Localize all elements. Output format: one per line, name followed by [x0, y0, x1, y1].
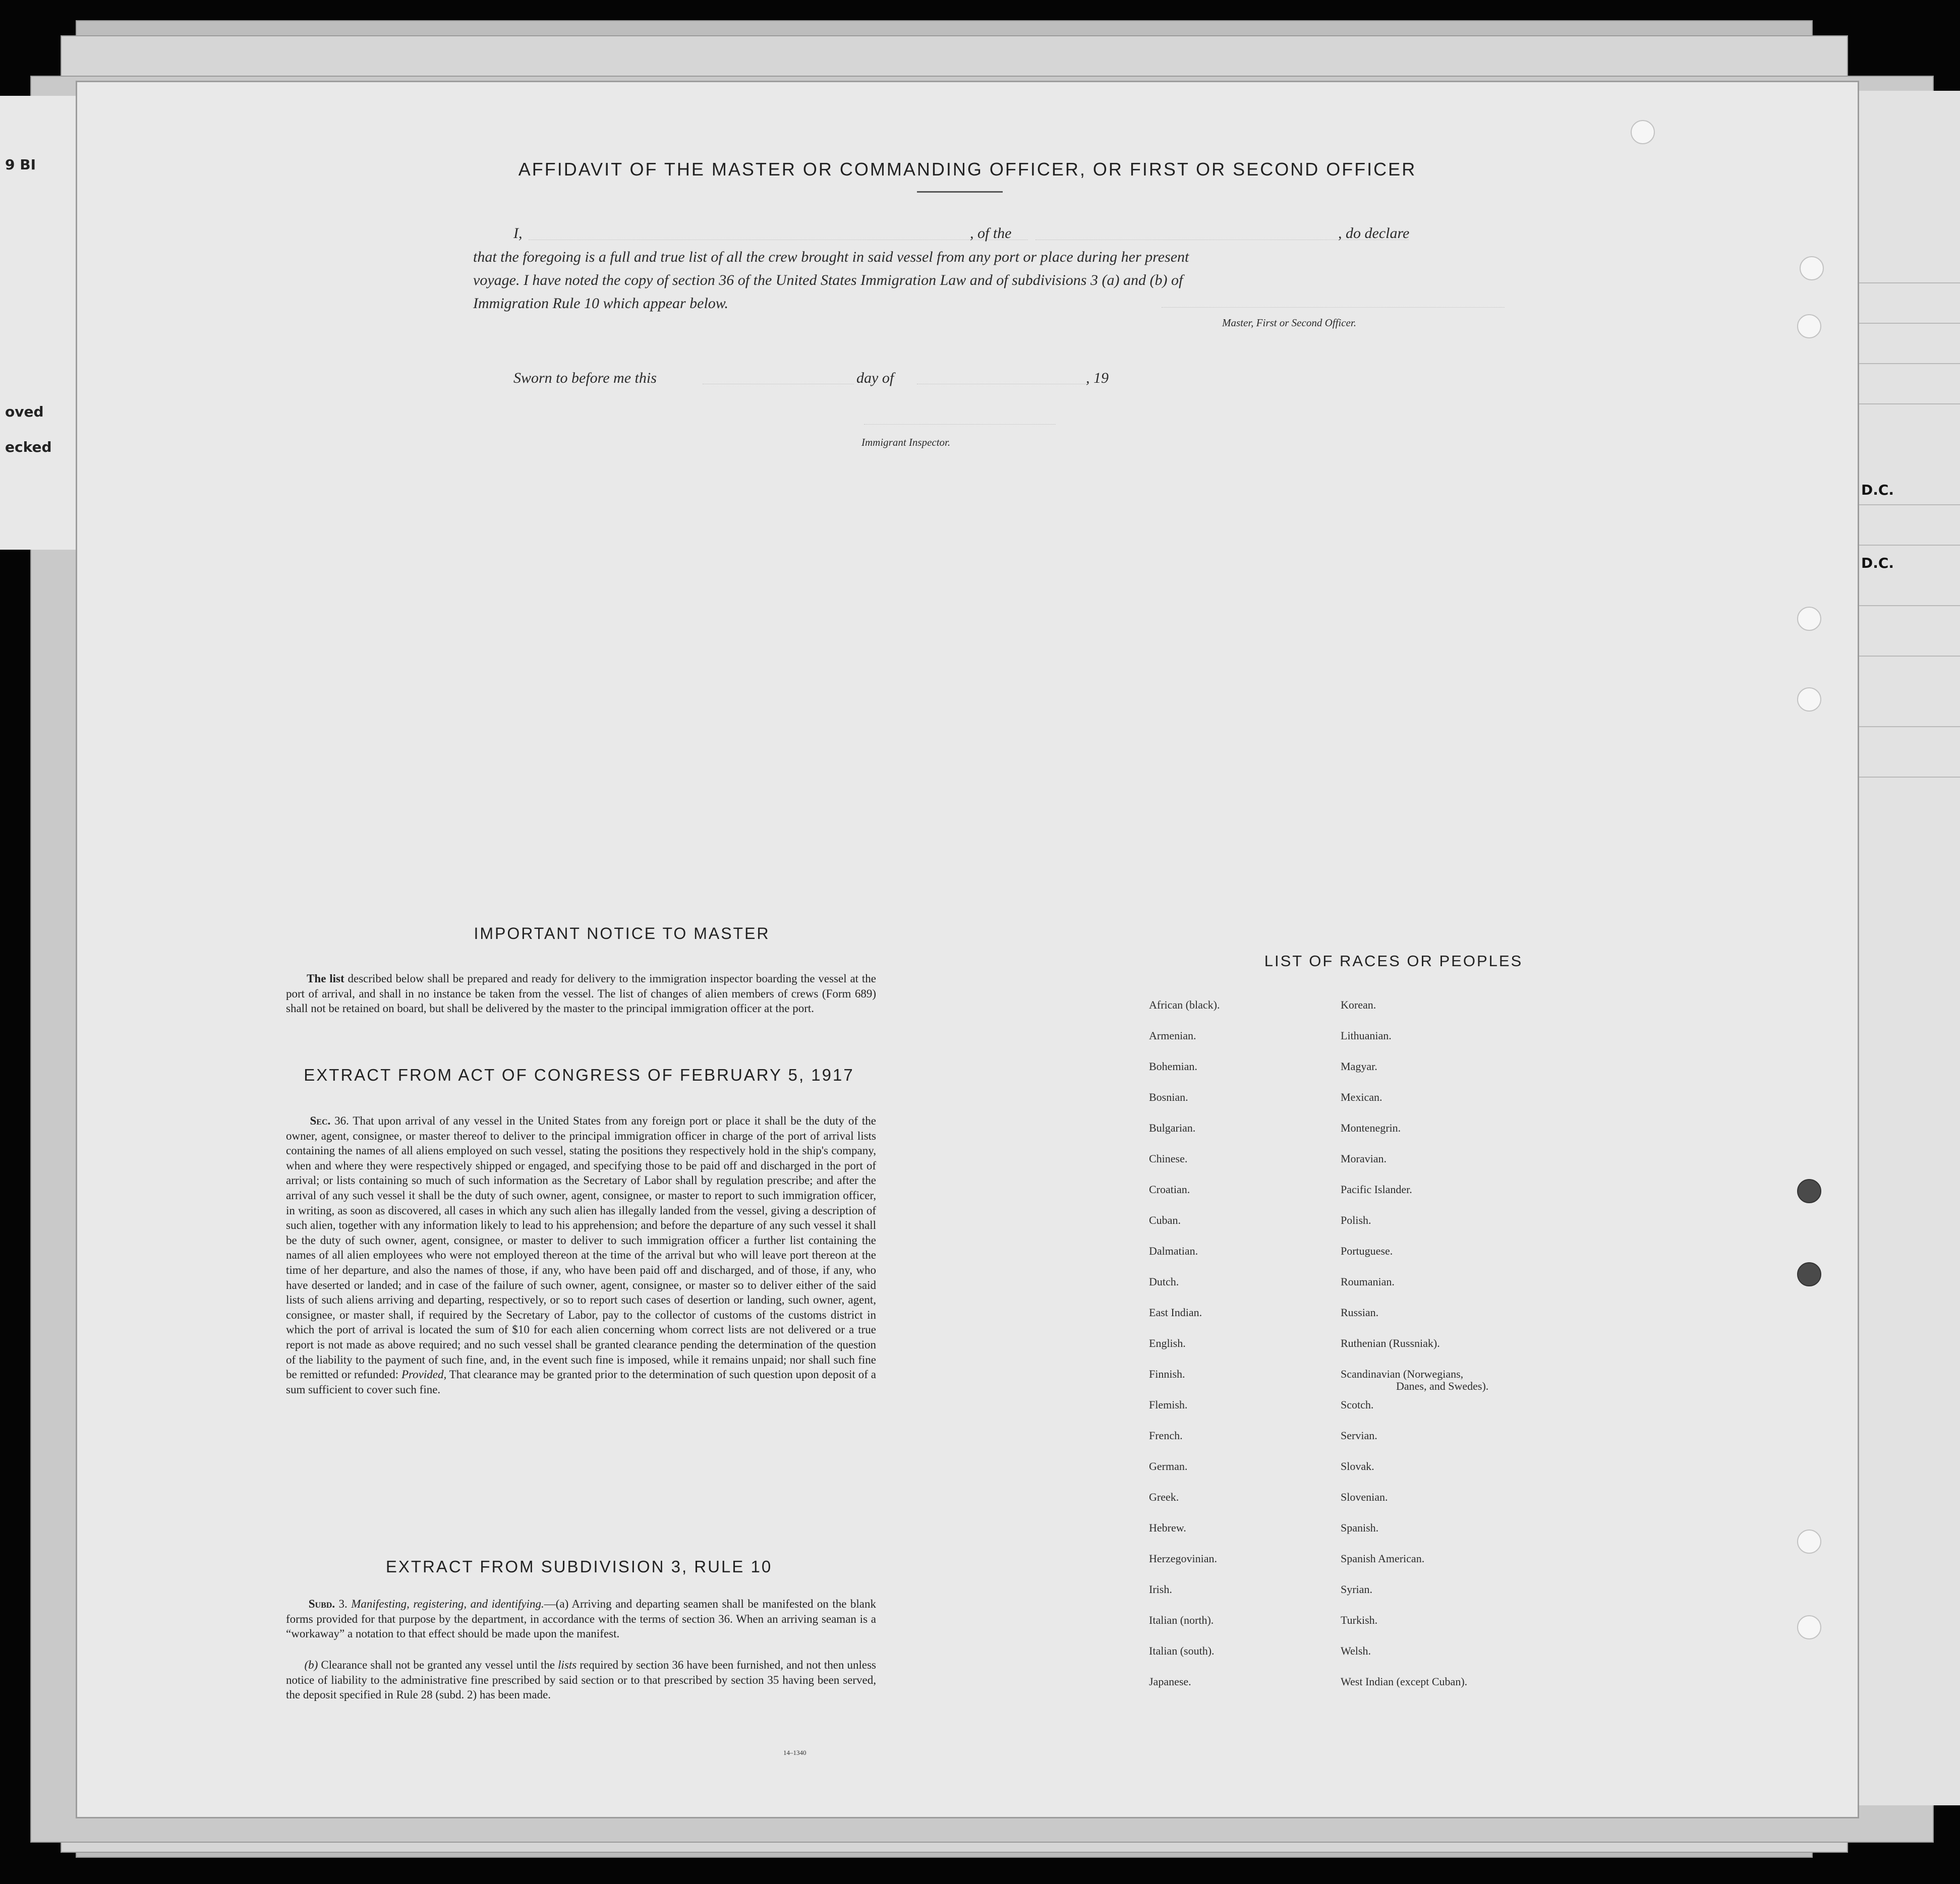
rule-paragraph-a — [286, 1597, 876, 1641]
affidavit-line-2: that the foregoing is a full and true list of all the crew brought in said vessel from any port or place during her present — [473, 249, 1189, 265]
race-item: Croatian. — [1149, 1183, 1190, 1196]
notice-paragraph — [286, 971, 876, 1016]
sworn-prefix: Sworn to before me this — [513, 370, 657, 386]
race-item: Italian (south). — [1149, 1644, 1215, 1657]
binder-hole — [1797, 1262, 1821, 1286]
race-item: Japanese. — [1149, 1675, 1191, 1688]
race-item: Scotch. — [1341, 1398, 1374, 1411]
race-item: Slovak. — [1341, 1460, 1374, 1473]
race-item: West Indian (except Cuban). — [1341, 1675, 1468, 1688]
binder-hole — [1800, 256, 1824, 280]
subd-b-text-1: Clearance shall not be granted any vessel until the — [318, 1659, 558, 1671]
document-page — [76, 81, 1859, 1818]
race-item: English. — [1149, 1337, 1186, 1349]
race-item: Portuguese. — [1341, 1245, 1393, 1257]
binder-hole — [1631, 120, 1655, 144]
subd-b-text-2: required by section 36 have been furnished, and not then unless notice of liability to the administrative fine prescribed by said section or to that prescribed by section 35 having been served, the deposit specified in Rule 28 (subd. 2) has been made. — [286, 1659, 876, 1701]
race-item: Bulgarian. — [1149, 1122, 1196, 1134]
race-item: Flemish. — [1149, 1398, 1188, 1411]
race-item: Scandinavian (Norwegians, — [1341, 1368, 1464, 1380]
races-title: LIST OF RACES OR PEOPLES — [1264, 952, 1523, 970]
left-fragment: 9 BI — [5, 156, 36, 173]
act-text: 36. That upon arrival of any vessel in the United States from any foreign port or place it shall be the duty of the owner, agent, consignee, or master thereof to deliver to the principal immigration officer in charge of the port of arrival lists containing the names of all aliens employed on such vessel, stating the positions they respectively hold in the ship's company, when and where they were respectively shipped or engaged, and specifying those to be paid off and discharged in the port of arrival; or lists containing so much of such information as the Secretary of Labor shall by regulation prescribe; and after the arrival of any such vessel it shall be the duty of such owner, agent, consignee, or master to report to such immigration officer, in writing, as soon as discovered, all cases in which any such alien has illegally landed from the vessel, giving a description of such alien, together with any information likely to lead to his apprehension; and before the departure of any such vessel it shall be the duty of such owner, agent, consignee, or master to deliver to such immigration officer a further list containing the names of all alien employees who were not employed thereon at the time of the arrival but who will leave port thereon at the time of her departure, and also the names of those, if any, who have been paid off and discharged, and of those, if any, who have deserted or landed; and in case of the failure of such owner, agent, consignee, or master so to deliver either of the said lists of such aliens arriving and departing, respectively, or so to report such cases of desertion or landing, such owner, agent, consignee, or master shall, if required by the Secretary of Labor, pay to the collector of customs of the customs district in which the port of arrival is located the sum of $10 for each alien concerning whom correct lists are not delivered or a true report is not made as above required; and no such vessel shall be granted clearance pending the determination of the question of the liability to the payment of such fine, and, in the event such fine is imposed, while it remains unpaid; nor shall such fine be remitted or refunded: — [286, 1114, 876, 1381]
subd-label: Subd. — [308, 1598, 335, 1610]
right-margin-label: D.C. — [1861, 555, 1894, 571]
race-item: Roumanian. — [1341, 1275, 1395, 1288]
race-item: Cuban. — [1149, 1214, 1181, 1226]
notice-lead: The list — [307, 972, 344, 985]
race-item: Italian (north). — [1149, 1614, 1214, 1626]
race-item: German. — [1149, 1460, 1188, 1473]
race-item: Herzegovinian. — [1149, 1552, 1217, 1565]
race-item: Ruthenian (Russniak). — [1341, 1337, 1440, 1349]
race-item: French. — [1149, 1429, 1183, 1442]
form-number: 14–1340 — [783, 1749, 806, 1756]
affidavit-line-4: Immigration Rule 10 which appear below. — [473, 295, 729, 312]
binder-hole — [1797, 607, 1821, 631]
binder-hole — [1797, 314, 1821, 338]
race-item: African (black). — [1149, 998, 1220, 1011]
binder-hole — [1797, 687, 1821, 712]
race-item: Bohemian. — [1149, 1060, 1197, 1073]
race-item: Korean. — [1341, 998, 1376, 1011]
affidavit-line-3: voyage. I have noted the copy of section 36 of the United States Immigration Law and of subdivisions 3 (a) and (b) of — [473, 272, 1183, 288]
race-item-continuation: Danes, and Swedes). — [1396, 1380, 1489, 1392]
sworn-day-of: day of — [856, 370, 894, 386]
race-item: Spanish. — [1341, 1521, 1379, 1534]
race-item: Greek. — [1149, 1491, 1179, 1503]
race-item: Hebrew. — [1149, 1521, 1186, 1534]
race-item: Magyar. — [1341, 1060, 1377, 1073]
subd-b-prefix: (b) — [304, 1659, 318, 1671]
left-fragment: oved — [5, 403, 44, 420]
right-margin-label: D.C. — [1861, 482, 1894, 498]
binder-hole — [1797, 1179, 1821, 1203]
race-item: Moravian. — [1341, 1152, 1387, 1165]
subd-b-lists: lists — [558, 1659, 577, 1671]
race-item: Dalmatian. — [1149, 1245, 1198, 1257]
race-item: Irish. — [1149, 1583, 1172, 1596]
subd-a-text: —(a) Arriving and departing seamen shall be manifested on the blank forms provided for that purpose by the department, in accordance with the terms of section 36. When an arriving seaman is a “workaway” a notation to that effect should be made upon the manifest. — [286, 1598, 877, 1640]
subd-heading: Manifesting, registering, and identifying. — [351, 1598, 544, 1610]
act-title: EXTRACT FROM ACT OF CONGRESS OF FEBRUARY 5, 1917 — [304, 1066, 854, 1084]
inspector-signature-line — [864, 424, 1056, 425]
race-item: Lithuanian. — [1341, 1029, 1392, 1042]
signature-caption: Master, First or Second Officer. — [1222, 317, 1356, 329]
proviso-text: That clearance may be granted prior to the determination of such question upon deposit of a sum sufficient to cover such fine. — [286, 1368, 876, 1396]
notice-body: described below shall be prepared and ready for delivery to the immigration inspector boarding the vessel at the port of arrival, and shall in no instance be taken from the vessel. The list of changes of alien members of crews (Form 689) shall not be retained on board, but shall be delivered by the master to the principal immigration officer at the port. — [286, 972, 877, 1015]
title-rule — [917, 191, 1003, 193]
affidavit-title: AFFIDAVIT OF THE MASTER OR COMMANDING OFFICER, OR FIRST OR SECOND OFFICER — [518, 159, 1417, 180]
affidavit-do-declare: , do declare — [1338, 225, 1410, 242]
race-item: Chinese. — [1149, 1152, 1188, 1165]
right-adjacent-page — [1856, 91, 1960, 1805]
subd-number: 3. — [335, 1598, 352, 1610]
signature-line — [1162, 307, 1505, 308]
race-item: Syrian. — [1341, 1583, 1372, 1596]
race-item: Bosnian. — [1149, 1091, 1188, 1103]
race-item: Finnish. — [1149, 1368, 1185, 1380]
race-item: Servian. — [1341, 1429, 1377, 1442]
race-item: Dutch. — [1149, 1275, 1179, 1288]
binder-hole — [1797, 1615, 1821, 1639]
binder-hole — [1797, 1529, 1821, 1554]
left-fragment: ecked — [5, 439, 52, 455]
sec-label: Sec. — [310, 1114, 331, 1127]
affidavit-i: I, — [513, 225, 523, 242]
race-item: Polish. — [1341, 1214, 1371, 1226]
races-left-column — [1149, 999, 1341, 1806]
race-item: Turkish. — [1341, 1614, 1378, 1626]
rule-title: EXTRACT FROM SUBDIVISION 3, RULE 10 — [385, 1557, 773, 1576]
affidavit-of-the: , of the — [970, 225, 1012, 242]
race-item: Russian. — [1341, 1306, 1379, 1319]
race-item: Spanish American. — [1341, 1552, 1425, 1565]
sworn-year: , 19 — [1086, 370, 1109, 386]
races-right-column — [1341, 999, 1643, 1806]
race-item: Slovenian. — [1341, 1491, 1388, 1503]
race-item: Montenegrin. — [1341, 1122, 1401, 1134]
proviso-label: Provided, — [401, 1368, 447, 1381]
race-item: Armenian. — [1149, 1029, 1196, 1042]
left-adjacent-page — [0, 96, 76, 550]
race-item: Pacific Islander. — [1341, 1183, 1412, 1196]
act-paragraph — [286, 1113, 876, 1397]
inspector-caption: Immigrant Inspector. — [861, 436, 951, 448]
race-item: East Indian. — [1149, 1306, 1202, 1319]
race-item: Mexican. — [1341, 1091, 1382, 1103]
race-item: Welsh. — [1341, 1644, 1371, 1657]
notice-title: IMPORTANT NOTICE TO MASTER — [474, 924, 770, 943]
rule-paragraph-b — [286, 1658, 876, 1702]
